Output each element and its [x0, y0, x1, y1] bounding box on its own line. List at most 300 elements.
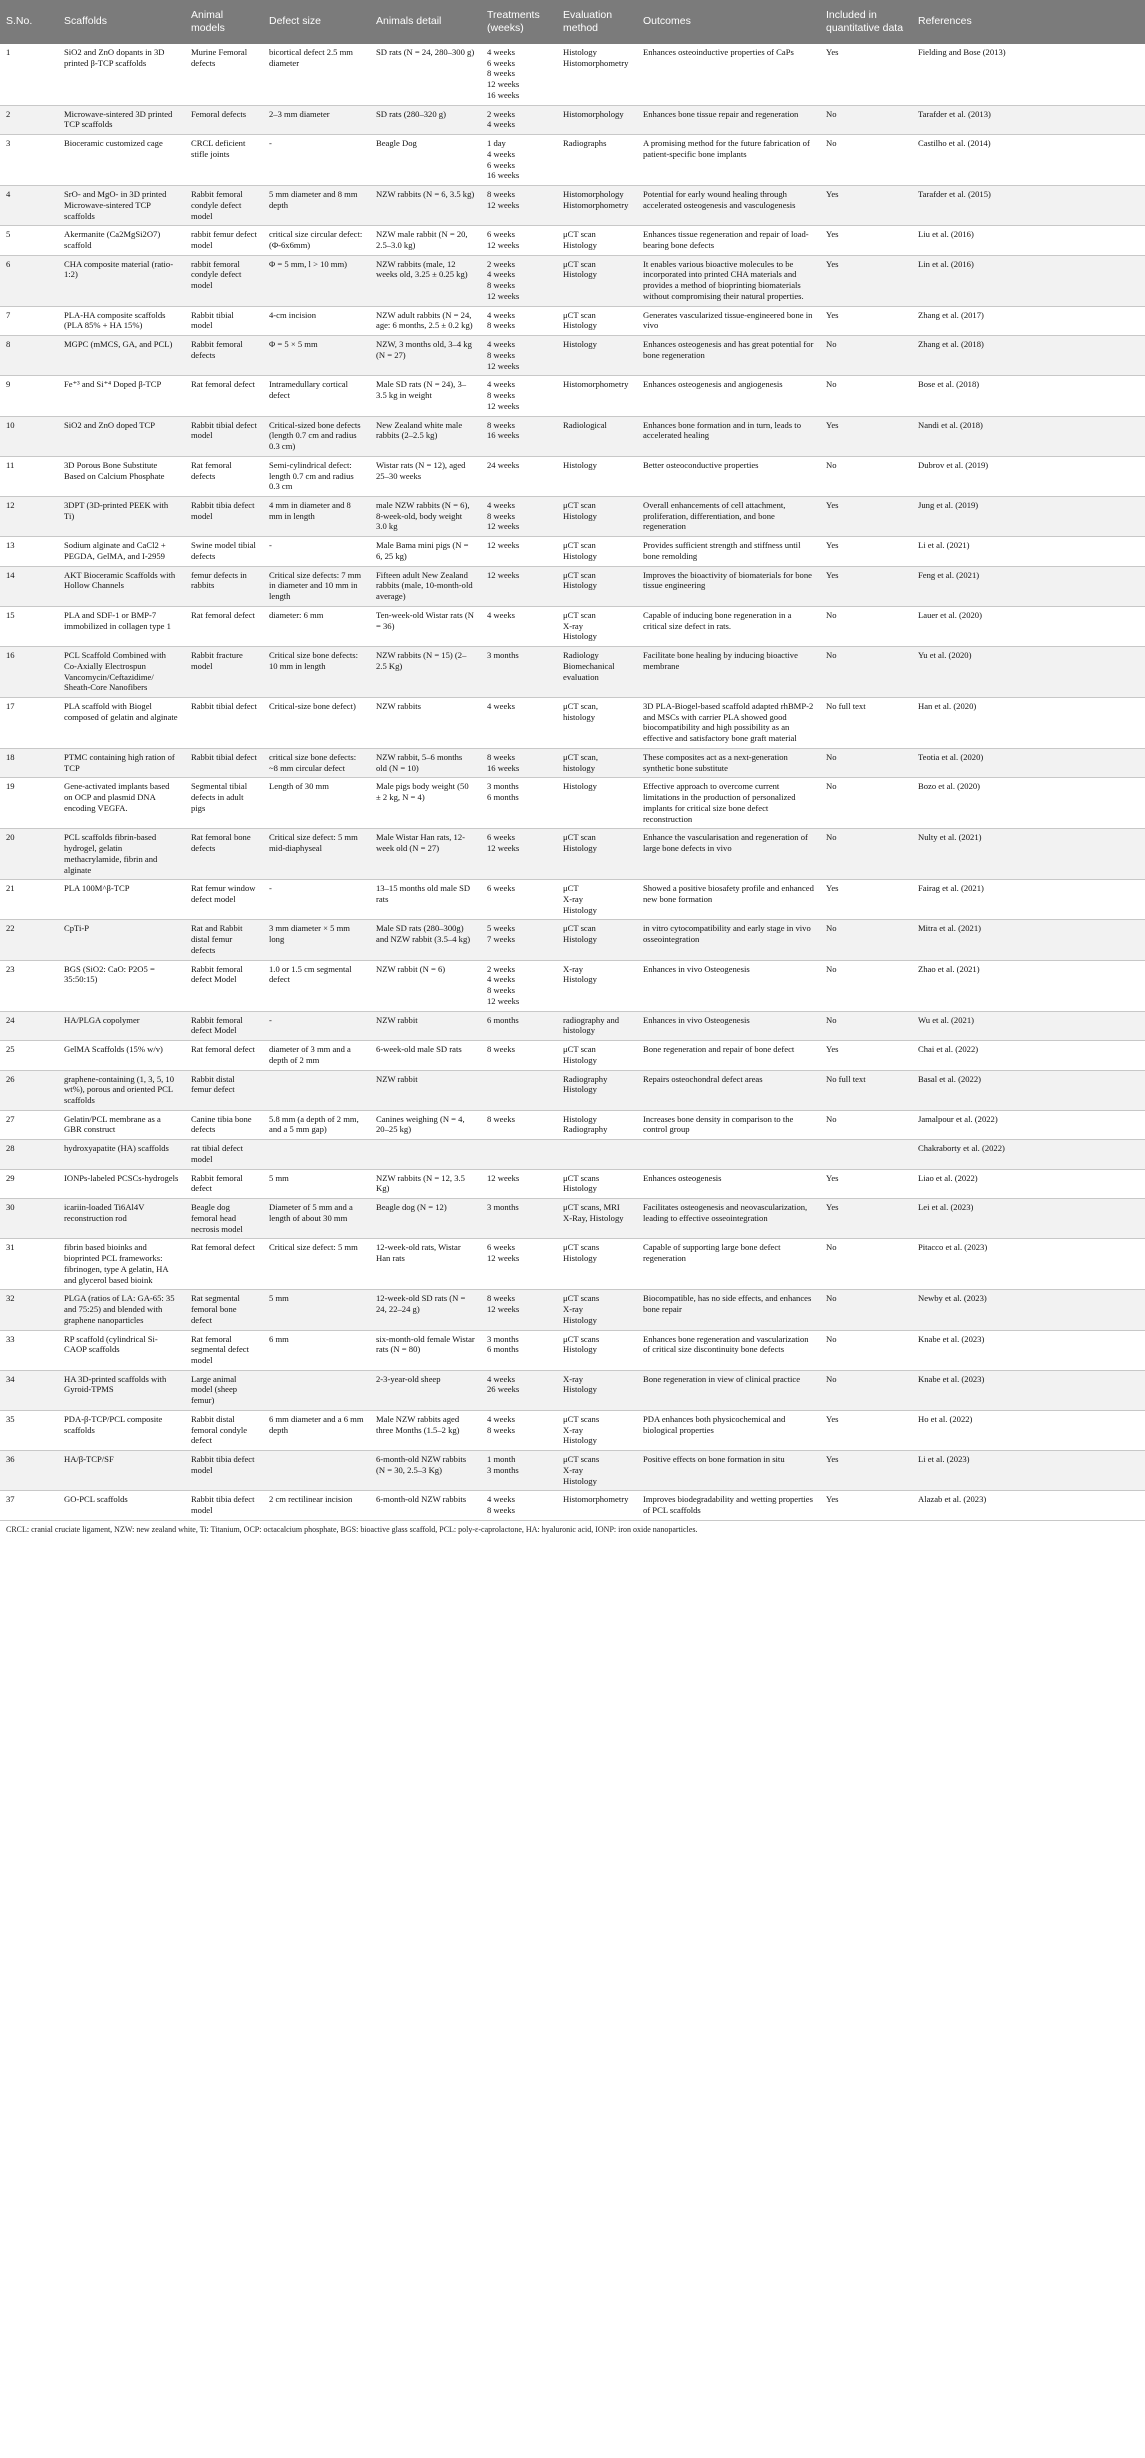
cell-sno: 9 — [0, 376, 58, 416]
cell-outcome: A promising method for the future fabrication of patient-specific bone implants — [637, 135, 820, 186]
cell-sno: 24 — [0, 1011, 58, 1040]
cell-animal-model: Femoral defects — [185, 105, 263, 134]
cell-treatments: 8 weeks 12 weeks — [481, 186, 557, 226]
cell-sno: 28 — [0, 1140, 58, 1169]
table-row — [0, 829, 1145, 880]
cell-outcome: Improves the bioactivity of biomaterials for bone tissue engineering — [637, 566, 820, 606]
cell-included: Yes — [820, 537, 912, 566]
cell-animals-detail: 6-week-old male SD rats — [370, 1041, 481, 1070]
header-animals-detail: Animals detail — [376, 15, 442, 28]
cell-outcome: Generates vascularized tissue-engineered bone in vivo — [637, 306, 820, 335]
cell-evaluation-method: Histology — [557, 456, 637, 496]
cell-outcome: Enhances tissue regeneration and repair of load-bearing bone defects — [637, 226, 820, 255]
cell-sno: 27 — [0, 1110, 58, 1139]
cell-animals-detail: NZW male rabbit (N = 20, 2.5–3.0 kg) — [370, 226, 481, 255]
cell-included: Yes — [820, 186, 912, 226]
cell-evaluation-method: μCT X-ray Histology — [557, 880, 637, 920]
cell-animals-detail: SD rats (280–320 g) — [370, 105, 481, 134]
cell-reference: Bose et al. (2018) — [912, 376, 1145, 416]
cell-outcome: Improves biodegradability and wetting properties of PCL scaffolds — [637, 1491, 820, 1520]
cell-evaluation-method: Radiographs — [557, 135, 637, 186]
table-row — [0, 1290, 1145, 1330]
cell-outcome: Enhances in vivo Osteogenesis — [637, 1011, 820, 1040]
table-row — [0, 647, 1145, 698]
cell-scaffold: PCL Scaffold Combined with Co-Axially Electrospun Vancomycin/Ceftazidime/ Sheath-Core Nanofibers — [58, 647, 185, 698]
cell-animal-model: rat tibial defect model — [185, 1140, 263, 1169]
cell-treatments: 8 weeks 16 weeks — [481, 748, 557, 777]
cell-scaffold: PLA scaffold with Biogel composed of gelatin and alginate — [58, 697, 185, 748]
cell-defect-size — [263, 1140, 370, 1169]
cell-treatments: 4 weeks — [481, 697, 557, 748]
cell-animals-detail: Male NZW rabbits aged three Months (1.5–2 kg) — [370, 1410, 481, 1450]
cell-animals-detail: Wistar rats (N = 12), aged 25–30 weeks — [370, 456, 481, 496]
table-row — [0, 1370, 1145, 1410]
cell-defect-size — [263, 1370, 370, 1410]
cell-animals-detail: 2-3-year-old sheep — [370, 1370, 481, 1410]
cell-animals-detail: NZW rabbits (N = 15) (2–2.5 Kg) — [370, 647, 481, 698]
cell-included: No — [820, 1110, 912, 1139]
cell-evaluation-method: μCT scans X-ray Histology — [557, 1290, 637, 1330]
cell-defect-size: Critical size defect: 5 mm — [263, 1239, 370, 1290]
cell-evaluation-method: Histomorphometry — [557, 376, 637, 416]
cell-included: No — [820, 1011, 912, 1040]
cell-scaffold: AKT Bioceramic Scaffolds with Hollow Channels — [58, 566, 185, 606]
cell-included: Yes — [820, 306, 912, 335]
cell-evaluation-method: μCT scans Histology — [557, 1330, 637, 1370]
cell-reference: Basal et al. (2022) — [912, 1070, 1145, 1110]
cell-reference: Lei et al. (2023) — [912, 1199, 1145, 1239]
cell-treatments: 4 weeks 8 weeks 12 weeks — [481, 376, 557, 416]
cell-reference: Knabe et al. (2023) — [912, 1370, 1145, 1410]
cell-sno: 30 — [0, 1199, 58, 1239]
cell-evaluation-method: Histology — [557, 336, 637, 376]
cell-included: Yes — [820, 44, 912, 105]
cell-animal-model: Rabbit tibia defect model — [185, 496, 263, 536]
cell-outcome: Enhances bone tissue repair and regeneration — [637, 105, 820, 134]
cell-treatments: 6 weeks 12 weeks — [481, 226, 557, 255]
cell-sno: 7 — [0, 306, 58, 335]
cell-defect-size: Φ = 5 mm, l > 10 mm) — [263, 255, 370, 306]
table-row — [0, 880, 1145, 920]
cell-evaluation-method: Histology Radiography — [557, 1110, 637, 1139]
cell-outcome: Bone regeneration in view of clinical practice — [637, 1370, 820, 1410]
cell-reference: Ho et al. (2022) — [912, 1410, 1145, 1450]
cell-sno: 26 — [0, 1070, 58, 1110]
cell-included: Yes — [820, 496, 912, 536]
cell-scaffold: CpTi-P — [58, 920, 185, 960]
cell-animal-model: Rat femoral defect — [185, 606, 263, 646]
cell-reference: Nulty et al. (2021) — [912, 829, 1145, 880]
cell-defect-size: Critical-size bone defect) — [263, 697, 370, 748]
table-footnote: CRCL: cranial cruciate ligament, NZW: new zealand white, Ti: Titanium, OCP: octacalcium phosphate, BGS: bioactive glass scaffold, PCL: poly-ε-caprolactone, HA: hyaluronic acid, IONP: iron oxide nanoparticles. — [6, 1524, 698, 1534]
cell-evaluation-method: μCT scan Histology — [557, 496, 637, 536]
table-row — [0, 566, 1145, 606]
cell-reference: Nandi et al. (2018) — [912, 416, 1145, 456]
cell-evaluation-method: μCT scan Histology — [557, 226, 637, 255]
cell-reference: Alazab et al. (2023) — [912, 1491, 1145, 1520]
cell-evaluation-method: Histomorphometry — [557, 1491, 637, 1520]
table-row — [0, 697, 1145, 748]
cell-scaffold: MGPC (mMCS, GA, and PCL) — [58, 336, 185, 376]
table-row — [0, 1140, 1145, 1169]
table-row — [0, 960, 1145, 1011]
cell-sno: 17 — [0, 697, 58, 748]
cell-animals-detail: NZW rabbit — [370, 1011, 481, 1040]
cell-animal-model: Rat femoral defect — [185, 1041, 263, 1070]
cell-outcome: Potential for early wound healing through accelerated osteogenesis and vasculogenesis — [637, 186, 820, 226]
cell-scaffold: BGS (SiO2: CaO: P2O5 = 35:50:15) — [58, 960, 185, 1011]
cell-outcome: Increases bone density in comparison to the control group — [637, 1110, 820, 1139]
cell-sno: 23 — [0, 960, 58, 1011]
cell-animals-detail: six-month-old female Wistar rats (N = 80) — [370, 1330, 481, 1370]
cell-animal-model: Rabbit tibial model — [185, 306, 263, 335]
cell-reference: Newby et al. (2023) — [912, 1290, 1145, 1330]
cell-treatments: 1 day 4 weeks 6 weeks 16 weeks — [481, 135, 557, 186]
cell-sno: 5 — [0, 226, 58, 255]
cell-included: No — [820, 336, 912, 376]
header-outcomes: Outcomes — [643, 15, 691, 28]
cell-outcome: Enhances osteogenesis and angiogenesis — [637, 376, 820, 416]
cell-treatments: 8 weeks 12 weeks — [481, 1290, 557, 1330]
table-row — [0, 1199, 1145, 1239]
table-row — [0, 920, 1145, 960]
cell-evaluation-method: μCT scan Histology — [557, 537, 637, 566]
cell-scaffold: SrO- and MgO- in 3D printed Microwave-sintered TCP scaffolds — [58, 186, 185, 226]
cell-included: No — [820, 748, 912, 777]
cell-treatments: 2 weeks 4 weeks 8 weeks 12 weeks — [481, 255, 557, 306]
table-header-row — [0, 0, 1145, 44]
table-row — [0, 496, 1145, 536]
cell-animal-model: Rat femoral segmental defect model — [185, 1330, 263, 1370]
table-row — [0, 748, 1145, 777]
table-row — [0, 1070, 1145, 1110]
table-row — [0, 1330, 1145, 1370]
cell-animals-detail: 13–15 months old male SD rats — [370, 880, 481, 920]
cell-reference: Jung et al. (2019) — [912, 496, 1145, 536]
cell-defect-size: 4 mm in diameter and 8 mm in length — [263, 496, 370, 536]
cell-treatments: 6 months — [481, 1011, 557, 1040]
cell-treatments: 6 weeks — [481, 880, 557, 920]
cell-treatments: 4 weeks 8 weeks 12 weeks — [481, 336, 557, 376]
cell-scaffold: graphene-containing (1, 3, 5, 10 wt%), porous and oriented PCL scaffolds — [58, 1070, 185, 1110]
cell-animals-detail: Canines weighing (N = 4, 20–25 kg) — [370, 1110, 481, 1139]
table-row — [0, 105, 1145, 134]
cell-reference: Lin et al. (2016) — [912, 255, 1145, 306]
table-row — [0, 186, 1145, 226]
cell-scaffold: 3D Porous Bone Substitute Based on Calcium Phosphate — [58, 456, 185, 496]
cell-included: No — [820, 829, 912, 880]
cell-treatments: 4 weeks 26 weeks — [481, 1370, 557, 1410]
cell-sno: 8 — [0, 336, 58, 376]
cell-scaffold: Microwave-sintered 3D printed TCP scaffolds — [58, 105, 185, 134]
cell-included: Yes — [820, 1041, 912, 1070]
cell-animal-model: Rabbit femoral defects — [185, 336, 263, 376]
cell-outcome: Facilitate bone healing by inducing bioactive membrane — [637, 647, 820, 698]
cell-included: No — [820, 456, 912, 496]
cell-included: No — [820, 1290, 912, 1330]
cell-animals-detail: 6-month-old NZW rabbits — [370, 1491, 481, 1520]
cell-evaluation-method: Radiology Biomechanical evaluation — [557, 647, 637, 698]
cell-treatments: 24 weeks — [481, 456, 557, 496]
table-row — [0, 255, 1145, 306]
cell-defect-size: Critical size defects: 7 mm in diameter and 10 mm in length — [263, 566, 370, 606]
cell-animal-model: Rabbit tibia defect model — [185, 1451, 263, 1491]
cell-scaffold: CHA composite material (ratio-1:2) — [58, 255, 185, 306]
cell-animal-model: Rabbit tibial defect — [185, 748, 263, 777]
cell-included: No — [820, 1330, 912, 1370]
cell-scaffold: HA/β-TCP/SF — [58, 1451, 185, 1491]
cell-sno: 29 — [0, 1169, 58, 1198]
cell-treatments: 4 weeks 8 weeks — [481, 1410, 557, 1450]
cell-outcome: Capable of inducing bone regeneration in a critical size defect in rats. — [637, 606, 820, 646]
cell-treatments: 4 weeks 8 weeks — [481, 306, 557, 335]
cell-animals-detail: 12-week-old SD rats (N = 24, 22–24 g) — [370, 1290, 481, 1330]
cell-sno: 36 — [0, 1451, 58, 1491]
cell-animals-detail: NZW rabbits (N = 6, 3.5 kg) — [370, 186, 481, 226]
cell-animals-detail: 12-week-old rats, Wistar Han rats — [370, 1239, 481, 1290]
cell-animal-model: Rat segmental femoral bone defect — [185, 1290, 263, 1330]
cell-reference: Jamalpour et al. (2022) — [912, 1110, 1145, 1139]
cell-sno: 34 — [0, 1370, 58, 1410]
cell-defect-size: Critical size bone defects: 10 mm in length — [263, 647, 370, 698]
cell-outcome: Enhances in vivo Osteogenesis — [637, 960, 820, 1011]
cell-defect-size: critical size bone defects: ~8 mm circular defect — [263, 748, 370, 777]
cell-treatments: 12 weeks — [481, 537, 557, 566]
cell-included: No — [820, 606, 912, 646]
table-row — [0, 456, 1145, 496]
table-row — [0, 306, 1145, 335]
cell-animal-model: Rat femoral defects — [185, 456, 263, 496]
cell-outcome: Enhances bone formation and in turn, leads to accelerated healing — [637, 416, 820, 456]
cell-defect-size: Φ = 5 × 5 mm — [263, 336, 370, 376]
cell-sno: 12 — [0, 496, 58, 536]
cell-reference: Zhao et al. (2021) — [912, 960, 1145, 1011]
cell-animal-model: CRCL deficient stifle joints — [185, 135, 263, 186]
table-row — [0, 1451, 1145, 1491]
cell-scaffold: Bioceramic customized cage — [58, 135, 185, 186]
cell-included: Yes — [820, 1169, 912, 1198]
cell-defect-size: bicortical defect 2.5 mm diameter — [263, 44, 370, 105]
cell-animals-detail: New Zealand white male rabbits (2–2.5 kg) — [370, 416, 481, 456]
cell-scaffold: HA/PLGA copolymer — [58, 1011, 185, 1040]
cell-sno: 21 — [0, 880, 58, 920]
cell-treatments: 12 weeks — [481, 566, 557, 606]
cell-defect-size: 2 cm rectilinear incision — [263, 1491, 370, 1520]
cell-defect-size: - — [263, 135, 370, 186]
cell-animals-detail: NZW rabbits (male, 12 weeks old, 3.25 ± 0.25 kg) — [370, 255, 481, 306]
cell-sno: 31 — [0, 1239, 58, 1290]
cell-scaffold: fibrin based bioinks and bioprinted PCL frameworks: fibrinogen, type A gelatin, HA and glycerol based bioink — [58, 1239, 185, 1290]
cell-scaffold: PLA 100M^β-TCP — [58, 880, 185, 920]
header-scaffolds: Scaffolds — [64, 15, 107, 28]
cell-defect-size: 4-cm incision — [263, 306, 370, 335]
cell-sno: 3 — [0, 135, 58, 186]
cell-included: No — [820, 1239, 912, 1290]
header-references: References — [918, 15, 972, 28]
cell-sno: 25 — [0, 1041, 58, 1070]
cell-outcome: Enhances osteogenesis and has great potential for bone regeneration — [637, 336, 820, 376]
cell-treatments: 4 weeks 6 weeks 8 weeks 12 weeks 16 weeks — [481, 44, 557, 105]
cell-sno: 20 — [0, 829, 58, 880]
cell-outcome: in vitro cytocompatibility and early stage in vivo osseointegration — [637, 920, 820, 960]
cell-treatments: 6 weeks 12 weeks — [481, 1239, 557, 1290]
cell-evaluation-method: X-ray Histology — [557, 1370, 637, 1410]
cell-reference: Fairag et al. (2021) — [912, 880, 1145, 920]
table-row — [0, 226, 1145, 255]
cell-treatments: 3 months 6 months — [481, 778, 557, 829]
cell-animal-model: Rat femoral defect — [185, 1239, 263, 1290]
cell-reference: Dubrov et al. (2019) — [912, 456, 1145, 496]
cell-scaffold: hydroxyapatite (HA) scaffolds — [58, 1140, 185, 1169]
cell-treatments: 4 weeks 8 weeks — [481, 1491, 557, 1520]
cell-animal-model: Rabbit fracture model — [185, 647, 263, 698]
cell-sno: 35 — [0, 1410, 58, 1450]
cell-animal-model: Rat femoral defect — [185, 376, 263, 416]
cell-animals-detail: male NZW rabbits (N = 6), 8-week-old, body weight 3.0 kg — [370, 496, 481, 536]
cell-animals-detail — [370, 1140, 481, 1169]
cell-outcome: Showed a positive biosafety profile and enhanced new bone formation — [637, 880, 820, 920]
cell-outcome: Biocompatible, has no side effects, and enhances bone repair — [637, 1290, 820, 1330]
cell-included: No full text — [820, 1070, 912, 1110]
cell-defect-size — [263, 1070, 370, 1110]
cell-scaffold: Gelatin/PCL membrane as a GBR construct — [58, 1110, 185, 1139]
cell-defect-size: Critical size defect: 5 mm mid-diaphyseal — [263, 829, 370, 880]
cell-outcome: It enables various bioactive molecules to be incorporated into printed CHA materials and provides a method of bioprinting biomaterials without compromising their natural properties. — [637, 255, 820, 306]
cell-scaffold: Sodium alginate and CaCl2 + PEGDA, GelMA, and I-2959 — [58, 537, 185, 566]
cell-reference: Feng et al. (2021) — [912, 566, 1145, 606]
cell-defect-size: critical size circular defect: (Φ-6x6mm) — [263, 226, 370, 255]
cell-included: No — [820, 647, 912, 698]
cell-scaffold: PLA-HA composite scaffolds (PLA 85% + HA 15%) — [58, 306, 185, 335]
cell-scaffold: SiO2 and ZnO doped TCP — [58, 416, 185, 456]
cell-animal-model: Beagle dog femoral head necrosis model — [185, 1199, 263, 1239]
cell-treatments: 2 weeks 4 weeks 8 weeks 12 weeks — [481, 960, 557, 1011]
cell-evaluation-method: Histomorphology Histomorphometry — [557, 186, 637, 226]
cell-outcome — [637, 1140, 820, 1169]
cell-scaffold: PLA and SDF-1 or BMP-7 immobilized in collagen type 1 — [58, 606, 185, 646]
cell-included: Yes — [820, 1410, 912, 1450]
cell-included: No — [820, 1370, 912, 1410]
cell-animal-model: Segmental tibial defects in adult pigs — [185, 778, 263, 829]
cell-scaffold: RP scaffold (cylindrical Si-CAOP scaffolds — [58, 1330, 185, 1370]
cell-treatments: 4 weeks 8 weeks 12 weeks — [481, 496, 557, 536]
cell-animals-detail: Male Bama mini pigs (N = 6, 25 kg) — [370, 537, 481, 566]
cell-reference: Chakraborty et al. (2022) — [912, 1140, 1145, 1169]
cell-sno: 19 — [0, 778, 58, 829]
cell-scaffold: PLGA (ratios of LA: GA-65: 35 and 75:25) and blended with graphene nanoparticles — [58, 1290, 185, 1330]
cell-scaffold: HA 3D-printed scaffolds with Gyroid-TPMS — [58, 1370, 185, 1410]
cell-defect-size: diameter: 6 mm — [263, 606, 370, 646]
cell-defect-size: Length of 30 mm — [263, 778, 370, 829]
cell-animal-model: Rat femur window defect model — [185, 880, 263, 920]
cell-reference: Teotia et al. (2020) — [912, 748, 1145, 777]
cell-outcome: Overall enhancements of cell attachment, proliferation, differentiation, and bone regeneration — [637, 496, 820, 536]
cell-outcome: Enhances osteoinductive properties of CaPs — [637, 44, 820, 105]
cell-animals-detail: NZW rabbit — [370, 1070, 481, 1110]
cell-reference: Pitacco et al. (2023) — [912, 1239, 1145, 1290]
cell-treatments: 3 months — [481, 647, 557, 698]
cell-scaffold: SiO2 and ZnO dopants in 3D printed β-TCP scaffolds — [58, 44, 185, 105]
cell-included: Yes — [820, 1199, 912, 1239]
cell-sno: 13 — [0, 537, 58, 566]
cell-defect-size: 5.8 mm (a depth of 2 mm, and a 5 mm gap) — [263, 1110, 370, 1139]
cell-animal-model: Rabbit tibial defect model — [185, 416, 263, 456]
cell-sno: 10 — [0, 416, 58, 456]
cell-reference: Zhang et al. (2018) — [912, 336, 1145, 376]
cell-included: Yes — [820, 1451, 912, 1491]
cell-defect-size: 5 mm diameter and 8 mm depth — [263, 186, 370, 226]
table-row — [0, 1041, 1145, 1070]
cell-reference: Tarafder et al. (2013) — [912, 105, 1145, 134]
cell-sno: 22 — [0, 920, 58, 960]
cell-defect-size: - — [263, 1011, 370, 1040]
cell-reference: Knabe et al. (2023) — [912, 1330, 1145, 1370]
table-row — [0, 44, 1145, 105]
cell-treatments: 2 weeks 4 weeks — [481, 105, 557, 134]
cell-evaluation-method: Radiological — [557, 416, 637, 456]
cell-evaluation-method: Histomorphology — [557, 105, 637, 134]
cell-animal-model: Large animal model (sheep femur) — [185, 1370, 263, 1410]
cell-animal-model: Rabbit femoral defect Model — [185, 960, 263, 1011]
cell-sno: 33 — [0, 1330, 58, 1370]
cell-evaluation-method: radiography and histology — [557, 1011, 637, 1040]
cell-animal-model: rabbit femoral condyle defect model — [185, 255, 263, 306]
cell-evaluation-method: μCT scans X-ray Histology — [557, 1410, 637, 1450]
cell-included: No — [820, 105, 912, 134]
cell-treatments: 12 weeks — [481, 1169, 557, 1198]
cell-sno: 2 — [0, 105, 58, 134]
cell-outcome: 3D PLA-Biogel-based scaffold adapted rhBMP-2 and MSCs with carrier PLA showed good biocompatibility and high possibility as an effective and satisfactory bone graft material — [637, 697, 820, 748]
table-row — [0, 336, 1145, 376]
cell-scaffold: icariin-loaded Ti6Al4V reconstruction rod — [58, 1199, 185, 1239]
cell-treatments: 4 weeks — [481, 606, 557, 646]
cell-animals-detail: NZW, 3 months old, 3–4 kg (N = 27) — [370, 336, 481, 376]
cell-animal-model: Rabbit distal femoral condyle defect — [185, 1410, 263, 1450]
cell-sno: 4 — [0, 186, 58, 226]
cell-sno: 11 — [0, 456, 58, 496]
cell-evaluation-method: X-ray Histology — [557, 960, 637, 1011]
cell-outcome: Facilitates osteogenesis and neovascularization, leading to effective osseointegration — [637, 1199, 820, 1239]
table-row — [0, 1491, 1145, 1520]
cell-defect-size: - — [263, 537, 370, 566]
table-row — [0, 1410, 1145, 1450]
cell-included: No — [820, 778, 912, 829]
cell-animals-detail: Male SD rats (N = 24), 3–3.5 kg in weight — [370, 376, 481, 416]
cell-animal-model: Rabbit tibia defect model — [185, 1491, 263, 1520]
cell-treatments: 3 months — [481, 1199, 557, 1239]
cell-defect-size: Critical-sized bone defects (length 0.7 cm and radius 0.3 cm) — [263, 416, 370, 456]
cell-defect-size: 5 mm — [263, 1169, 370, 1198]
cell-evaluation-method: Histology Histomorphometry — [557, 44, 637, 105]
cell-reference: Zhang et al. (2017) — [912, 306, 1145, 335]
cell-defect-size: 6 mm — [263, 1330, 370, 1370]
cell-scaffold: IONPs-labeled PCSCs-hydrogels — [58, 1169, 185, 1198]
cell-reference: Tarafder et al. (2015) — [912, 186, 1145, 226]
cell-evaluation-method: Histology — [557, 778, 637, 829]
table-row — [0, 376, 1145, 416]
cell-included — [820, 1140, 912, 1169]
cell-scaffold: Gene-activated implants based on OCP and plasmid DNA encoding VEGFA. — [58, 778, 185, 829]
cell-scaffold: PCL scaffolds fibrin-based hydrogel, gelatin methacrylamide, fibrin and alginate — [58, 829, 185, 880]
cell-treatments: 8 weeks 16 weeks — [481, 416, 557, 456]
table-row — [0, 1169, 1145, 1198]
cell-evaluation-method: Radiography Histology — [557, 1070, 637, 1110]
cell-evaluation-method: μCT scan, histology — [557, 748, 637, 777]
cell-scaffold: 3DPT (3D-printed PEEK with Ti) — [58, 496, 185, 536]
cell-animals-detail: NZW adult rabbits (N = 24, age: 6 months, 2.5 ± 0.2 kg) — [370, 306, 481, 335]
cell-animal-model: femur defects in rabbits — [185, 566, 263, 606]
cell-animal-model: Rabbit femoral defect Model — [185, 1011, 263, 1040]
